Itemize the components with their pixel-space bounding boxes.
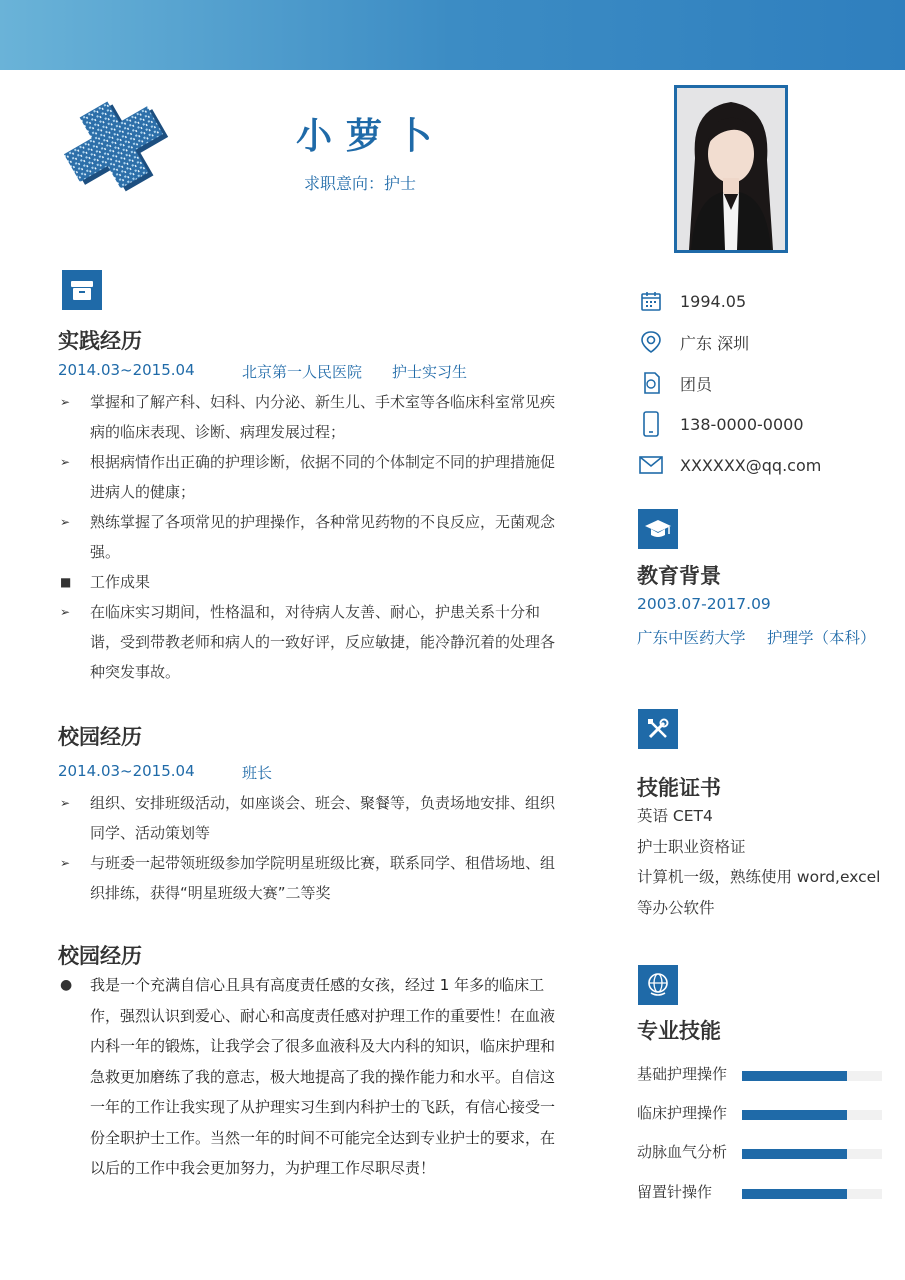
skill-bar-fill (742, 1149, 847, 1159)
graduation-cap-icon (638, 509, 678, 549)
skill-bar-fill (742, 1189, 847, 1199)
info-politics (638, 369, 712, 397)
education-major: 护理学（本科） (767, 629, 876, 647)
education-school: 广东中医药大学 (637, 629, 746, 647)
skills-title: 专业技能 (637, 1019, 721, 1043)
list-item-text: 组织、安排班级活动，如座谈会、班会、聚餐等，负责场地安排、组织同学、活动策划等 (90, 794, 556, 842)
practice-role: 护士实习生 (392, 363, 468, 381)
skill-label: 基础护理操作 (637, 1065, 728, 1083)
list-item (58, 447, 558, 507)
practice-org: 北京第一人民医院 (242, 363, 363, 381)
list-item-text: 掌握和了解产科、妇科、内分泌、新生儿、手术室等各临床科室常见疾病的临床表现、诊断、病理发展过程； (90, 393, 556, 441)
candidate-name: 小萝卜 (296, 116, 447, 157)
list-item-text: 根据病情作出正确的护理诊断，依据不同的个体制定不同的护理措施促进病人的健康； (90, 453, 556, 501)
skill-bar-fill (742, 1071, 847, 1081)
badge-icon (638, 370, 664, 396)
bullet-arrow-icon: ➢ (60, 796, 71, 810)
bullet-dot-icon: ● (60, 977, 73, 993)
skill-bar-track (742, 1149, 882, 1159)
skill-bar-fill (742, 1110, 847, 1120)
cert-item: 英语 CET4 (637, 807, 713, 825)
bullet-arrow-icon: ➢ (60, 856, 71, 870)
location-pin-icon (638, 329, 664, 355)
globe-hand-icon (638, 965, 678, 1005)
self-evaluation-text: 我是一个充满自信心且具有高度责任感的女孩，经过 1 年多的临床工作，强烈认识到爱心、耐心和高度责任感对护理工作的重要性！在血液内科一年的锻炼，让我学会了很多血液科及大内科的知识，临床护理和急救更加磨练了我的意志，极大地提高了我的操作能力和水平。自信这一年的工作让我实现了从护理实习生到内科护士的飞跃，有信心接受一份全职护士工作。当然一年的时间不可能完全达到专业护士的要求，在以后的工作中我会更加努力，为护理工作尽职尽责！ (90, 976, 556, 1177)
skill-label: 留置针操作 (637, 1183, 713, 1201)
bullet-arrow-icon: ➢ (60, 605, 71, 619)
skill-row (637, 1141, 887, 1161)
info-birth (638, 287, 746, 315)
skill-label: 临床护理操作 (637, 1104, 728, 1122)
profile-photo (674, 85, 788, 253)
campus-list (58, 788, 558, 908)
bullet-arrow-icon: ➢ (60, 395, 71, 409)
skill-bar-track (742, 1110, 882, 1120)
list-item (58, 507, 558, 567)
phone-value: 138-0000-0000 (680, 414, 804, 434)
job-intent: 求职意向：护士 (304, 174, 417, 193)
skill-bar-track (742, 1189, 882, 1199)
archive-box-icon (62, 270, 102, 310)
cert-item: 等办公软件 (637, 898, 715, 917)
location-value: 广东 深圳 (680, 333, 750, 353)
list-item (58, 848, 558, 908)
cert-item: 计算机一级，熟练使用 word,excel (637, 868, 881, 886)
self-list (58, 970, 558, 1184)
tools-icon (638, 709, 678, 749)
bullet-arrow-icon: ➢ (60, 515, 71, 529)
list-item-text: 工作成果 (90, 573, 151, 591)
calendar-icon (638, 288, 664, 314)
list-item (58, 597, 558, 687)
campus-role: 班长 (242, 764, 273, 782)
phone-icon (638, 411, 664, 437)
list-item-text: 在临床实习期间，性格温和，对待病人友善、耐心，护患关系十分和谐，受到带教老师和病人的一致好评，反应敏捷，能冷静沉着的处理各种突发事故。 (90, 603, 556, 681)
list-item (58, 567, 558, 597)
info-email (638, 451, 821, 479)
list-item (58, 788, 558, 848)
bullet-square-icon: ■ (60, 575, 72, 589)
practice-period: 2014.03~2015.04 (58, 361, 195, 379)
campus-title: 校园经历 (58, 725, 142, 749)
education-title: 教育背景 (637, 564, 721, 588)
campus-period: 2014.03~2015.04 (58, 762, 195, 780)
politics-value: 团员 (680, 374, 713, 394)
practice-title: 实践经历 (58, 329, 142, 353)
skill-label: 动脉血气分析 (637, 1143, 728, 1161)
self-title: 校园经历 (58, 944, 142, 968)
list-item-text: 熟练掌握了各项常见的护理操作，各种常见药物的不良反应，无菌观念强。 (90, 513, 556, 561)
info-phone (638, 410, 804, 438)
practice-list (58, 387, 558, 687)
mail-icon (638, 452, 664, 478)
cross-logo-icon (58, 98, 170, 192)
list-item (58, 970, 558, 1184)
top-banner (0, 0, 905, 70)
list-item (58, 387, 558, 447)
skill-row (637, 1102, 887, 1122)
certs-title: 技能证书 (637, 776, 721, 800)
skill-row (637, 1181, 887, 1201)
list-item-text: 与班委一起带领班级参加学院明星班级比赛，联系同学、租借场地、组织排练，获得“明星班级大赛”二等奖 (90, 854, 556, 902)
bullet-arrow-icon: ➢ (60, 455, 71, 469)
birth-value: 1994.05 (680, 291, 747, 311)
education-period: 2003.07-2017.09 (637, 595, 771, 613)
email-value: XXXXXX@qq.com (680, 455, 822, 475)
skill-row (637, 1063, 887, 1083)
info-location (638, 328, 749, 356)
cert-item: 护士职业资格证 (637, 837, 746, 856)
certs-list (637, 801, 880, 923)
skill-bar-track (742, 1071, 882, 1081)
